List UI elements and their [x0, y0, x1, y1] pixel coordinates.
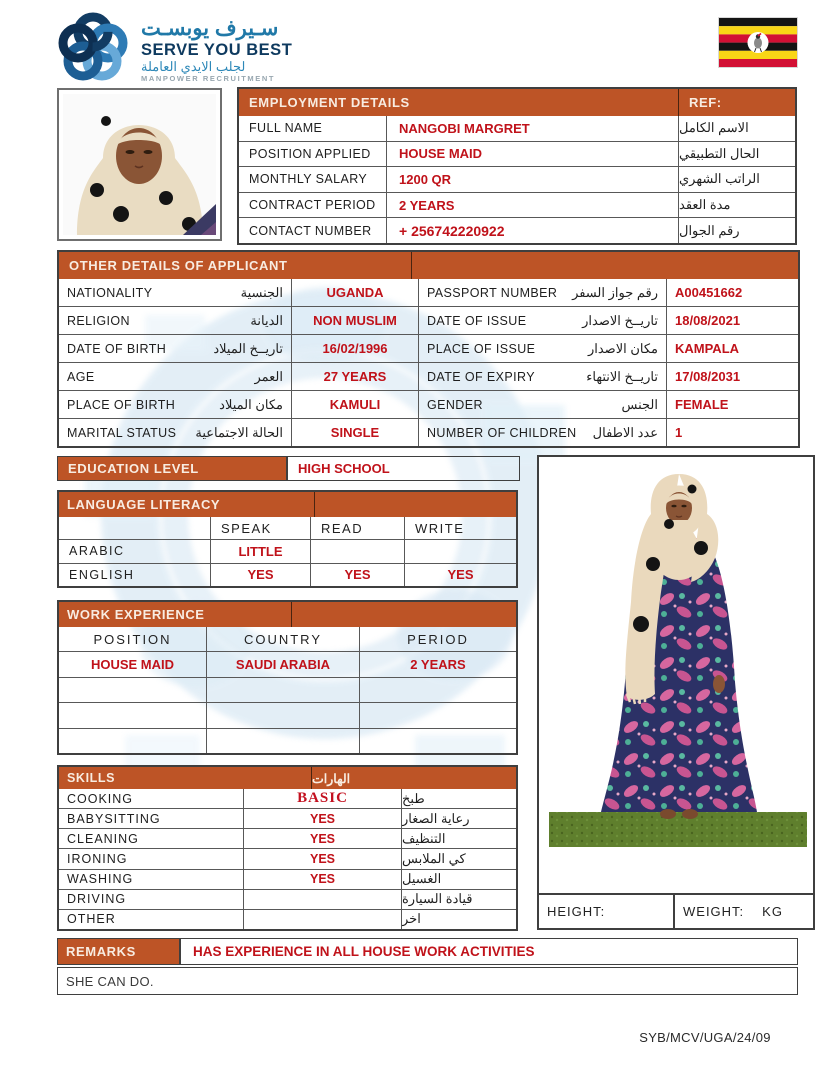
field-label: PASSPORT NUMBER	[427, 285, 558, 300]
field-label-arabic: تاريــخ الانتهاء	[586, 368, 658, 384]
education-level-header: EDUCATION LEVEL	[57, 456, 287, 481]
field-label-arabic: الجنس	[621, 396, 658, 412]
field-value: A00451662	[675, 285, 743, 300]
field-value: 16/02/1996	[292, 335, 419, 362]
field-value: NANGOBI MARGRET	[387, 116, 679, 141]
weight-label: WEIGHT:	[683, 904, 745, 919]
agency-arabic-tagline: لجلب الايدي العاملة	[141, 59, 246, 75]
skill-value: YES	[244, 809, 402, 828]
field-value: 17/08/2031	[675, 369, 741, 384]
column-header-period: PERIOD	[407, 631, 469, 647]
field-label: MARITAL STATUS	[67, 425, 177, 440]
education-level-value-box	[287, 456, 520, 481]
skill-label-arabic: طبخ	[402, 790, 425, 806]
column-header-read: READ	[311, 517, 405, 539]
field-label: MONTHLY SALARY	[239, 167, 387, 192]
field-label: DATE OF EXPIRY	[427, 369, 535, 384]
field-value: 2 YEARS	[387, 193, 679, 218]
measurements-row	[539, 893, 813, 928]
field-value: 1	[675, 425, 683, 440]
field-label-arabic: عدد الاطفال	[592, 424, 658, 440]
field-label-arabic: رقم جواز السفر	[572, 284, 658, 300]
field-value: 27 YEARS	[292, 363, 419, 390]
field-label: PLACE OF BIRTH	[67, 397, 176, 412]
field-value: 1200 QR	[387, 167, 679, 192]
language-name: ARABIC	[59, 540, 211, 562]
skill-label: WASHING	[59, 870, 244, 889]
document-reference: SYB/MCV/UGA/24/09	[639, 1030, 771, 1045]
speak-value: YES	[211, 564, 311, 586]
table-row	[59, 869, 516, 889]
table-row	[59, 651, 516, 676]
field-label-arabic: مدة العقد	[679, 197, 731, 213]
skill-label: CLEANING	[59, 829, 244, 848]
table-row	[239, 116, 795, 141]
field-value: FEMALE	[675, 397, 729, 412]
table-row	[59, 909, 516, 929]
skill-label: DRIVING	[59, 890, 244, 909]
table-row	[239, 141, 795, 167]
table-header-row	[59, 627, 516, 651]
table-row	[59, 418, 798, 446]
table-row	[59, 848, 516, 868]
table-row	[59, 889, 516, 909]
work-experience-title: WORK EXPERIENCE	[59, 602, 292, 627]
field-label: NATIONALITY	[67, 285, 153, 300]
field-label: NUMBER OF CHILDREN	[427, 425, 577, 440]
table-row	[59, 306, 798, 334]
height-field: HEIGHT:	[539, 895, 675, 928]
weight-unit: KG	[762, 904, 783, 919]
employment-details-title: EMPLOYMENT DETAILS	[239, 89, 679, 116]
agency-logo-knot-icon	[55, 10, 131, 91]
ref-label: REF:	[689, 95, 722, 110]
table-row	[59, 390, 798, 418]
column-header-speak: SPEAK	[211, 517, 311, 539]
agency-tagline: MANPOWER RECRUITMENT	[141, 74, 276, 84]
field-label-arabic: تاريــخ الاصدار	[582, 312, 658, 328]
table-row	[59, 334, 798, 362]
table-row	[59, 362, 798, 390]
remarks-value-box	[180, 938, 798, 965]
table-row	[59, 728, 516, 753]
field-label-arabic: الحالة الاجتماعية	[195, 424, 283, 440]
field-value: KAMULI	[292, 391, 419, 418]
field-label-arabic: مكان الميلاد	[219, 396, 283, 412]
table-row	[59, 279, 798, 306]
language-literacy-table	[57, 490, 518, 588]
skill-value: BASIC	[244, 789, 402, 808]
column-header-position: POSITION	[59, 627, 207, 651]
skills-title: SKILLS	[59, 767, 312, 789]
field-label-arabic: الحال التطبيقي	[679, 145, 760, 161]
read-value	[311, 540, 405, 562]
education-level-value: HIGH SCHOOL	[298, 461, 390, 476]
field-label: RELIGION	[67, 313, 130, 328]
field-value: KAMPALA	[675, 341, 740, 356]
work-experience-table	[57, 600, 518, 755]
field-label-arabic: العمر	[254, 368, 283, 384]
remarks-value: HAS EXPERIENCE IN ALL HOUSE WORK ACTIVITIES	[193, 944, 535, 959]
period-value: 2 YEARS	[410, 657, 466, 673]
skill-value: YES	[244, 870, 402, 889]
field-label: FULL NAME	[239, 116, 387, 141]
weight-field	[675, 895, 813, 928]
field-label-arabic: رقم الجوال	[679, 222, 740, 238]
field-label: PLACE OF ISSUE	[427, 341, 536, 356]
applicant-fullbody-photo-box	[537, 455, 815, 930]
skill-label-arabic: اخر	[402, 911, 421, 927]
field-label-arabic: الاسم الكامل	[679, 120, 749, 136]
table-row	[239, 192, 795, 218]
write-value: YES	[447, 567, 474, 583]
field-label: DATE OF BIRTH	[67, 341, 167, 356]
field-value: UGANDA	[292, 279, 419, 306]
remarks-note-box	[57, 967, 798, 995]
field-label: DATE OF ISSUE	[427, 313, 527, 328]
agency-arabic-name: سـيرف يوبسـت	[141, 17, 279, 41]
field-label-arabic: تاريــخ الميلاد	[213, 340, 283, 356]
uganda-flag	[718, 17, 798, 68]
field-label: AGE	[67, 369, 95, 384]
field-value: 18/08/2021	[675, 313, 741, 328]
applicant-portrait-photo	[57, 88, 222, 241]
field-label: GENDER	[427, 397, 483, 412]
skills-title-arabic: الهارات	[312, 771, 351, 786]
skill-label: IRONING	[59, 849, 244, 868]
skill-label-arabic: رعاية الصغار	[402, 810, 470, 826]
skill-value: YES	[244, 829, 402, 848]
field-value: SINGLE	[292, 419, 419, 446]
field-label-arabic: الراتب الشهري	[679, 171, 760, 187]
position-value: HOUSE MAID	[59, 652, 207, 676]
table-header-row	[59, 517, 516, 539]
field-label: CONTRACT PERIOD	[239, 193, 387, 218]
skill-label: BABYSITTING	[59, 809, 244, 828]
table-row	[59, 789, 516, 808]
applicant-fullbody-photo	[549, 462, 807, 847]
skill-label: COOKING	[59, 789, 244, 808]
remarks-note: SHE CAN DO.	[66, 973, 154, 989]
employment-details-table	[237, 87, 797, 245]
column-header-write: WRITE	[415, 520, 465, 536]
read-value: YES	[311, 564, 405, 586]
contact-number-value: + 256742220922	[387, 218, 679, 243]
table-row	[59, 677, 516, 702]
other-details-table	[57, 250, 800, 448]
field-label-arabic: الديانة	[250, 312, 283, 328]
skill-value: YES	[244, 849, 402, 868]
other-details-title: OTHER DETAILS OF APPLICANT	[59, 252, 412, 279]
field-value: HOUSE MAID	[387, 142, 679, 167]
write-value	[405, 540, 516, 562]
skill-label-arabic: الغسيل	[402, 871, 442, 887]
speak-value: LITTLE	[211, 540, 311, 562]
country-value: SAUDI ARABIA	[207, 652, 360, 676]
table-row	[59, 808, 516, 828]
skill-label-arabic: قيادة السيارة	[402, 891, 473, 907]
table-row	[59, 563, 516, 586]
field-value: NON MUSLIM	[292, 307, 419, 334]
field-label: CONTACT NUMBER	[239, 218, 387, 243]
language-name: ENGLISH	[59, 564, 211, 586]
table-row	[239, 166, 795, 192]
field-label-arabic: مكان الاصدار	[587, 340, 658, 356]
skill-label-arabic: كي الملابس	[402, 850, 466, 866]
table-row	[59, 539, 516, 562]
field-label-arabic: الجنسية	[240, 284, 283, 300]
language-literacy-title: LANGUAGE LITERACY	[59, 492, 315, 517]
table-row	[59, 828, 516, 848]
column-header-country: COUNTRY	[207, 627, 360, 651]
skill-label: OTHER	[59, 910, 244, 929]
skills-table	[57, 765, 518, 931]
agency-name: SERVE YOU BEST	[141, 41, 293, 60]
skill-label-arabic: التنظيف	[402, 830, 446, 846]
remarks-header: REMARKS	[57, 938, 180, 965]
table-row	[59, 702, 516, 727]
agency-logo	[55, 10, 292, 91]
field-label: POSITION APPLIED	[239, 142, 387, 167]
table-row	[239, 217, 795, 243]
